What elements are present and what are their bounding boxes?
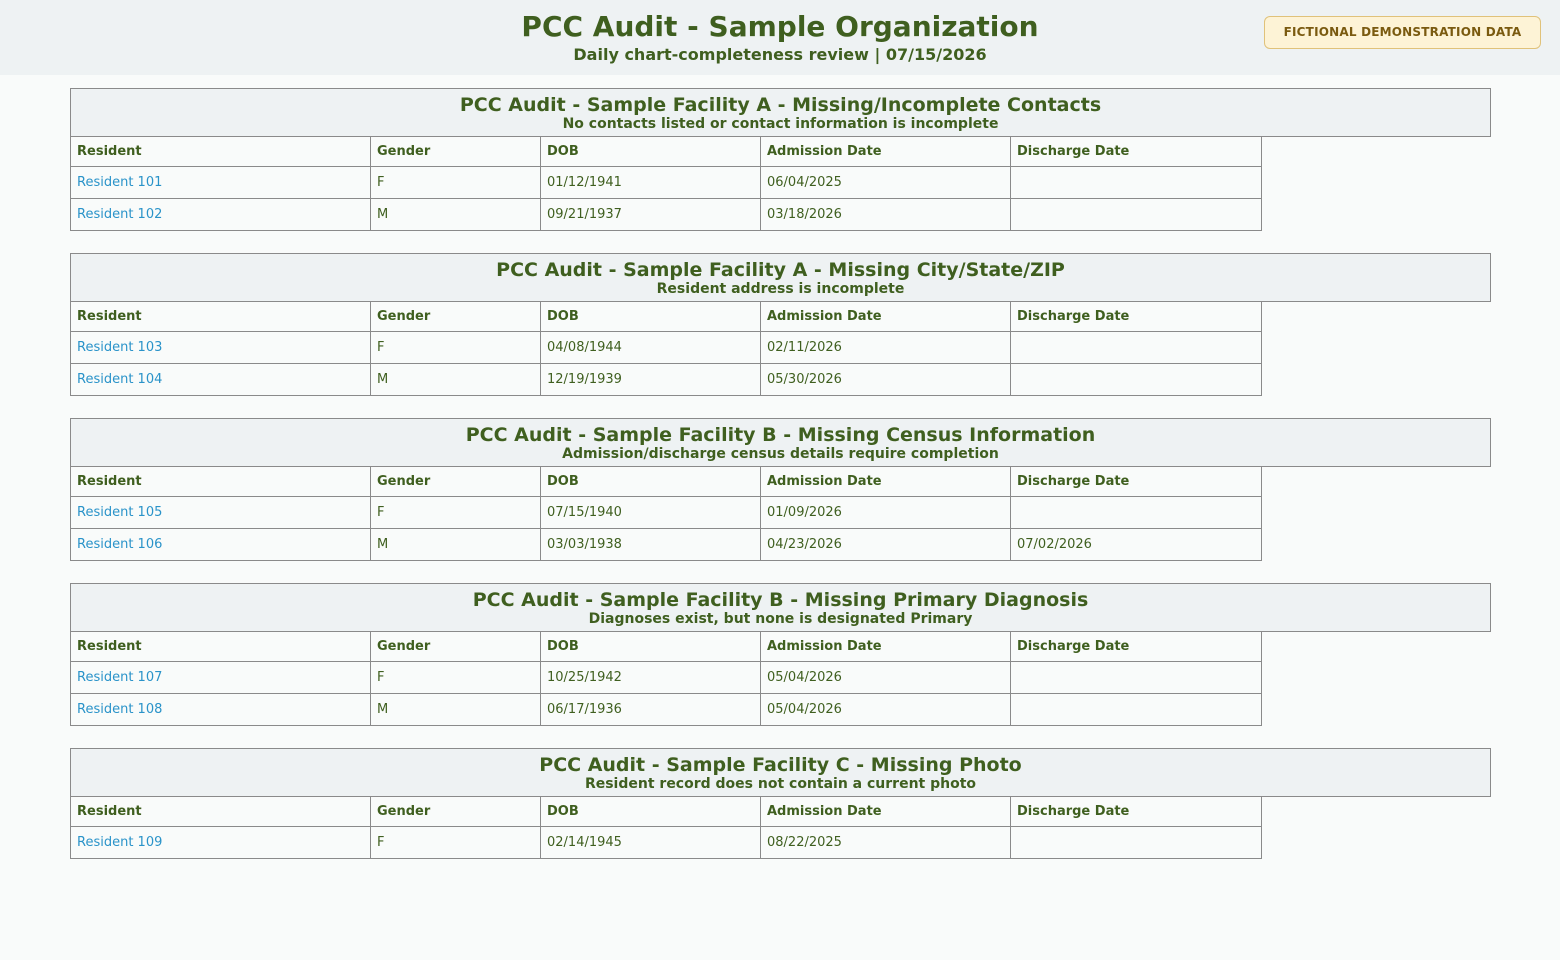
resident-table xyxy=(70,631,1262,726)
table-header-row xyxy=(71,467,1262,497)
gender-cell: F xyxy=(371,497,541,529)
resident-link[interactable]: Resident 105 xyxy=(77,505,163,520)
discharge-cell: 07/02/2026 xyxy=(1011,529,1262,561)
page-title: PCC Audit - Sample Organization xyxy=(521,10,1039,43)
resident-link[interactable]: Resident 107 xyxy=(77,670,163,685)
gender-cell: M xyxy=(371,364,541,396)
column-header: DOB xyxy=(541,137,761,167)
resident-cell xyxy=(71,529,371,561)
dob-cell: 04/08/1944 xyxy=(541,332,761,364)
audit-section xyxy=(70,418,1491,561)
section-header xyxy=(70,253,1491,302)
column-header: Discharge Date xyxy=(1011,632,1262,662)
discharge-cell xyxy=(1011,332,1262,364)
admission-cell: 02/11/2026 xyxy=(761,332,1011,364)
gender-cell: M xyxy=(371,694,541,726)
admission-cell: 01/09/2026 xyxy=(761,497,1011,529)
audit-section xyxy=(70,583,1491,726)
column-header: DOB xyxy=(541,797,761,827)
resident-link[interactable]: Resident 103 xyxy=(77,340,163,355)
gender-cell: F xyxy=(371,167,541,199)
table-header-row xyxy=(71,137,1262,167)
column-header: Admission Date xyxy=(761,467,1011,497)
resident-table xyxy=(70,796,1262,859)
table-row xyxy=(71,529,1262,561)
discharge-cell xyxy=(1011,497,1262,529)
dob-cell: 02/14/1945 xyxy=(541,827,761,859)
column-header: Admission Date xyxy=(761,302,1011,332)
section-header xyxy=(70,748,1491,797)
resident-cell xyxy=(71,199,371,231)
admission-cell: 03/18/2026 xyxy=(761,199,1011,231)
dob-cell: 01/12/1941 xyxy=(541,167,761,199)
resident-cell xyxy=(71,827,371,859)
column-header: Admission Date xyxy=(761,632,1011,662)
table-row xyxy=(71,662,1262,694)
discharge-cell xyxy=(1011,167,1262,199)
dob-cell: 10/25/1942 xyxy=(541,662,761,694)
resident-cell xyxy=(71,694,371,726)
table-row xyxy=(71,199,1262,231)
admission-cell: 05/04/2026 xyxy=(761,694,1011,726)
dob-cell: 09/21/1937 xyxy=(541,199,761,231)
section-title: PCC Audit - Sample Facility A - Missing/Incomplete Contacts xyxy=(459,94,1102,116)
column-header: Discharge Date xyxy=(1011,302,1262,332)
page-header xyxy=(0,0,1560,75)
page-subtitle: Daily chart-completeness review | 07/15/2026 xyxy=(573,45,987,64)
column-header: Resident xyxy=(71,797,371,827)
discharge-cell xyxy=(1011,199,1262,231)
resident-cell xyxy=(71,497,371,529)
discharge-cell xyxy=(1011,662,1262,694)
demo-data-badge: FICTIONAL DEMONSTRATION DATA xyxy=(1264,16,1541,49)
table-row xyxy=(71,167,1262,199)
resident-link[interactable]: Resident 102 xyxy=(77,207,163,222)
dob-cell: 07/15/1940 xyxy=(541,497,761,529)
gender-cell: F xyxy=(371,827,541,859)
resident-cell xyxy=(71,332,371,364)
column-header: Resident xyxy=(71,467,371,497)
column-header: Discharge Date xyxy=(1011,467,1262,497)
column-header: Discharge Date xyxy=(1011,137,1262,167)
table-row xyxy=(71,497,1262,529)
column-header: Gender xyxy=(371,137,541,167)
table-header-row xyxy=(71,302,1262,332)
discharge-cell xyxy=(1011,827,1262,859)
gender-cell: M xyxy=(371,199,541,231)
resident-link[interactable]: Resident 101 xyxy=(77,175,163,190)
audit-section xyxy=(70,748,1491,859)
discharge-cell xyxy=(1011,694,1262,726)
section-subtitle: No contacts listed or contact information is incomplete xyxy=(562,116,999,132)
column-header: DOB xyxy=(541,467,761,497)
table-row xyxy=(71,827,1262,859)
section-subtitle: Admission/discharge census details require completion xyxy=(562,446,999,462)
gender-cell: M xyxy=(371,529,541,561)
section-title: PCC Audit - Sample Facility A - Missing City/State/ZIP xyxy=(496,259,1065,281)
resident-link[interactable]: Resident 108 xyxy=(77,702,163,717)
dob-cell: 03/03/1938 xyxy=(541,529,761,561)
admission-cell: 08/22/2025 xyxy=(761,827,1011,859)
resident-table xyxy=(70,301,1262,396)
section-header xyxy=(70,88,1491,137)
dob-cell: 06/17/1936 xyxy=(541,694,761,726)
section-title: PCC Audit - Sample Facility C - Missing Photo xyxy=(539,754,1022,776)
dob-cell: 12/19/1939 xyxy=(541,364,761,396)
resident-cell xyxy=(71,662,371,694)
section-subtitle: Resident record does not contain a current photo xyxy=(584,776,977,792)
resident-link[interactable]: Resident 109 xyxy=(77,835,163,850)
column-header: Admission Date xyxy=(761,137,1011,167)
column-header: Resident xyxy=(71,632,371,662)
resident-table xyxy=(70,466,1262,561)
resident-cell xyxy=(71,167,371,199)
column-header: Gender xyxy=(371,467,541,497)
audit-section xyxy=(70,88,1491,231)
table-header-row xyxy=(71,632,1262,662)
admission-cell: 06/04/2025 xyxy=(761,167,1011,199)
table-header-row xyxy=(71,797,1262,827)
gender-cell: F xyxy=(371,332,541,364)
column-header: Admission Date xyxy=(761,797,1011,827)
section-header xyxy=(70,418,1491,467)
resident-table xyxy=(70,136,1262,231)
column-header: Resident xyxy=(71,302,371,332)
column-header: Discharge Date xyxy=(1011,797,1262,827)
section-subtitle: Diagnoses exist, but none is designated Primary xyxy=(588,611,973,627)
column-header: Gender xyxy=(371,632,541,662)
gender-cell: F xyxy=(371,662,541,694)
audit-section xyxy=(70,253,1491,396)
column-header: Gender xyxy=(371,797,541,827)
admission-cell: 05/04/2026 xyxy=(761,662,1011,694)
resident-cell xyxy=(71,364,371,396)
table-row xyxy=(71,332,1262,364)
table-row xyxy=(71,694,1262,726)
resident-link[interactable]: Resident 106 xyxy=(77,537,163,552)
column-header: Resident xyxy=(71,137,371,167)
section-title: PCC Audit - Sample Facility B - Missing Census Information xyxy=(465,424,1096,446)
table-row xyxy=(71,364,1262,396)
admission-cell: 04/23/2026 xyxy=(761,529,1011,561)
section-header xyxy=(70,583,1491,632)
discharge-cell xyxy=(1011,364,1262,396)
column-header: DOB xyxy=(541,302,761,332)
column-header: DOB xyxy=(541,632,761,662)
column-header: Gender xyxy=(371,302,541,332)
section-subtitle: Resident address is incomplete xyxy=(656,281,905,297)
admission-cell: 05/30/2026 xyxy=(761,364,1011,396)
resident-link[interactable]: Resident 104 xyxy=(77,372,163,387)
section-title: PCC Audit - Sample Facility B - Missing Primary Diagnosis xyxy=(472,589,1089,611)
